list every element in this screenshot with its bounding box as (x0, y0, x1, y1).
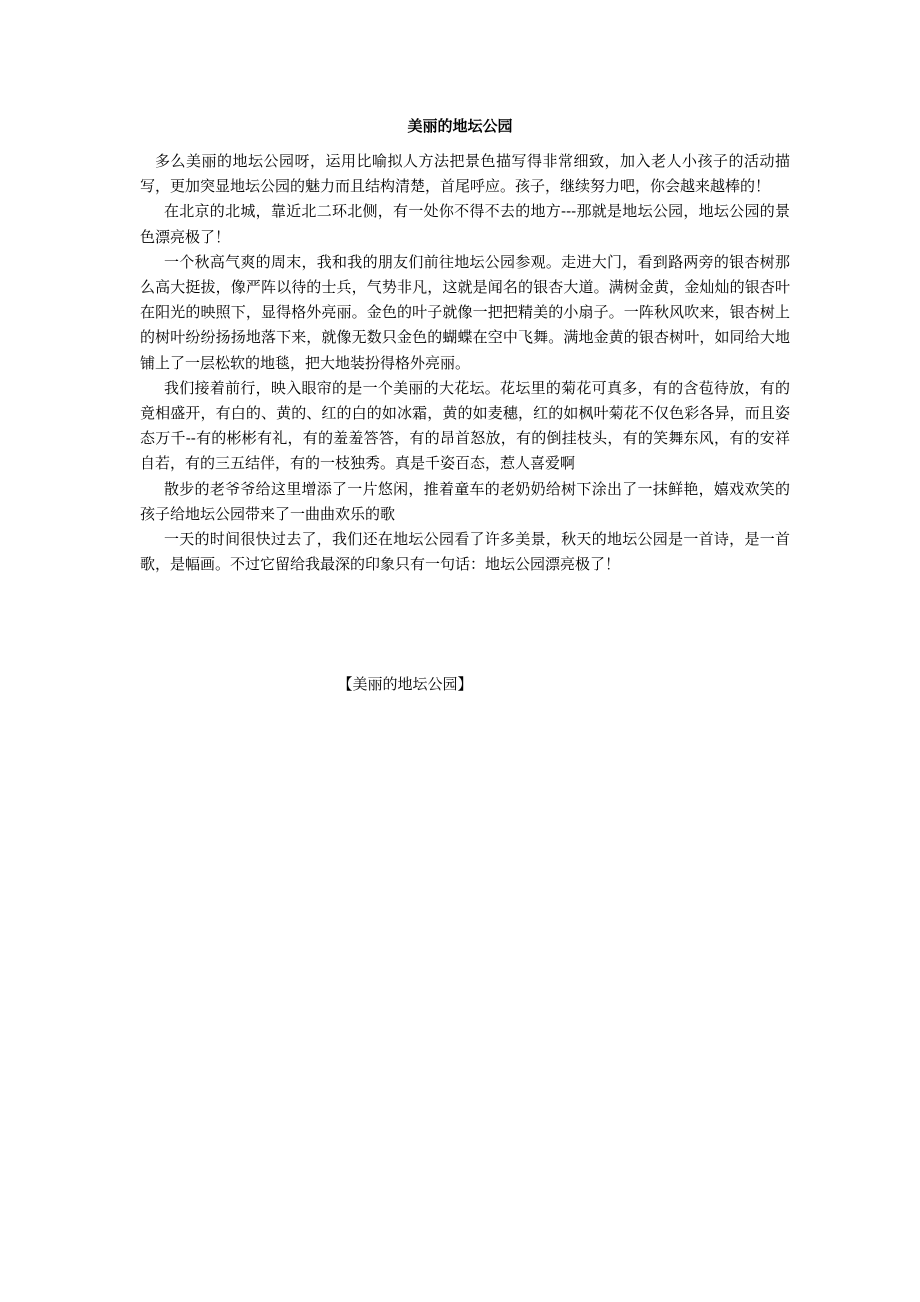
paragraph-ginkgo: 一个秋高气爽的周末，我和我的朋友们前往地坛公园参观。走进大门，看到路两旁的银杏树那么高大挺拔，像严阵以待的士兵，气势非凡，这就是闻名的银杏大道。满树金黄，金灿灿的银杏叶在阳光的映照下，显得格外亮丽。金色的叶子就像一把把精美的小扇子。一阵秋风吹来，银杏树上的树叶纷纷扬扬地落下来，就像无数只金色的蝴蝶在空中飞舞。满地金黄的银杏树叶，如同给大地铺上了一层松软的地毯，把大地装扮得格外亮丽。 (140, 252, 790, 372)
footer-title: 【美丽的地坛公园】 (337, 675, 473, 693)
document-title: 美丽的地坛公园 (407, 117, 513, 135)
document-body (140, 149, 790, 577)
paragraph-people: 散步的老爷爷给这里增添了一片悠闲，推着童车的老奶奶给树下涂出了一抹鲜艳，嬉戏欢笑的孩子给地坛公园带来了一曲曲欢乐的歌 (140, 479, 790, 523)
paragraph-conclusion: 一天的时间很快过去了，我们还在地坛公园看了许多美景，秋天的地坛公园是一首诗，是一首歌，是幅画。不过它留给我最深的印象只有一句话：地坛公园漂亮极了！ (140, 530, 790, 574)
paragraph-comment: 多么美丽的地坛公园呀，运用比喻拟人方法把景色描写得非常细致，加入老人小孩子的活动描写，更加突显地坛公园的魅力而且结构清楚，首尾呼应。孩子，继续努力吧，你会越来越棒的！ (140, 152, 790, 196)
paragraph-flowers: 我们接着前行，映入眼帘的是一个美丽的大花坛。花坛里的菊花可真多，有的含苞待放，有的竟相盛开，有白的、黄的、红的白的如冰霜，黄的如麦穗，红的如枫叶菊花不仅色彩各异，而且姿态万千--有的彬彬有礼，有的羞羞答答，有的昂首怒放，有的倒挂枝头，有的笑舞东风，有的安祥自若，有的三五结伴，有的一枝独秀。真是千姿百态，惹人喜爱啊 (140, 378, 790, 473)
paragraph-intro: 在北京的北城，靠近北二环北侧，有一处你不得不去的地方---那就是地坛公园，地坛公园的景色漂亮极了！ (140, 202, 790, 246)
